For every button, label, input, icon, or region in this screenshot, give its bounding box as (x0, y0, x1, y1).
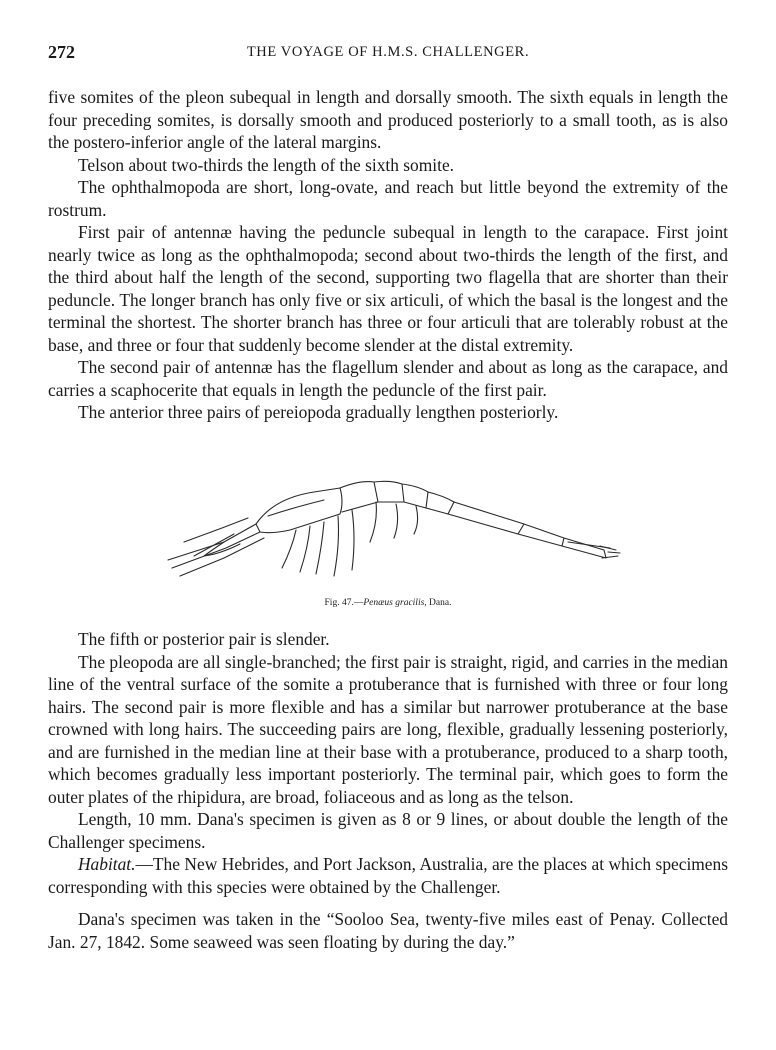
habitat-label: Habitat. (78, 854, 136, 874)
figure-caption (48, 598, 728, 608)
habitat-paragraph (48, 853, 728, 898)
body-text-bottom (48, 628, 728, 953)
figure-47 (48, 472, 728, 622)
paragraph: Length, 10 mm. Dana's specimen is given as 8 or 9 lines, or about double the length of the Challenger specimens. (48, 809, 728, 852)
paragraph: Telson about two-thirds the length of the sixth somite. (78, 154, 455, 175)
page-number: 272 (48, 42, 75, 62)
paragraph: First pair of antennæ having the peduncle subequal in length to the carapace. First joint nearly twice as long as the ophthalmopoda; second about two-thirds the length of the first, and the third about half the length of the second, supporting two flagella that are shorter than their peduncle. The longer branch has only five or six articuli, of which the basal is the longest and the terminal the shortest. The shorter branch has three or four articuli that are tolerably robust at the base, and three or four that suddenly become slender at the distal extremity. (48, 222, 728, 355)
shrimp-illustration (164, 472, 624, 592)
paragraph: five somites of the pleon subequal in length and dorsally smooth. The sixth equals in length the four preceding somites, is dorsally smooth and produced posteriorly to a small tooth, as is also the postero-inferior angle of the lateral margins. (48, 87, 728, 152)
figure-label: Fig. 47.— (324, 598, 364, 608)
note-paragraph: Dana's specimen was taken in the “Sooloo Sea, twenty-five miles east of Penay. Collected Jan. 27, 1842. Some seaweed was seen floating by during the day.” (48, 909, 728, 952)
habitat-text: —The New Hebrides, and Port Jackson, Australia, are the places at which specimens corresponding with this species were obtained by the Challenger. (48, 854, 728, 897)
running-title: THE VOYAGE OF H.M.S. CHALLENGER. (246, 44, 530, 60)
paragraph: The pleopoda are all single-branched; the first pair is straight, rigid, and carries in the median line of the ventral surface of the somite a protuberance that is furnished with three or four long hairs. The second pair is more flexible and has a similar but narrower protuberance at the base crowned with long hairs. The succeeding pairs are long, flexible, gradually lessening posteriorly, and are furnished in the median line at their base with a protuberance, produced to a sharp tooth, which becomes gradually less important posteriorly. The terminal pair, which goes to form the outer plates of the rhipidura, are broad, foliaceous and as long as the telson. (48, 651, 728, 807)
page-header (48, 42, 728, 66)
paragraph: The fifth or posterior pair is slender. (78, 629, 330, 649)
species-name: Penæus gracilis (363, 598, 425, 608)
paragraph: The ophthalmopoda are short, long-ovate, and reach but little beyond the extremity of the rostrum. (48, 177, 728, 220)
paragraph: The second pair of antennæ has the flagellum slender and about as long as the carapace, and carries a scaphocerite that equals in length the peduncle of the first pair. (48, 357, 728, 400)
body-text-top (48, 86, 728, 424)
paragraph: The anterior three pairs of pereiopoda gradually lengthen posteriorly. (78, 402, 559, 422)
species-author: , Dana. (424, 598, 452, 608)
